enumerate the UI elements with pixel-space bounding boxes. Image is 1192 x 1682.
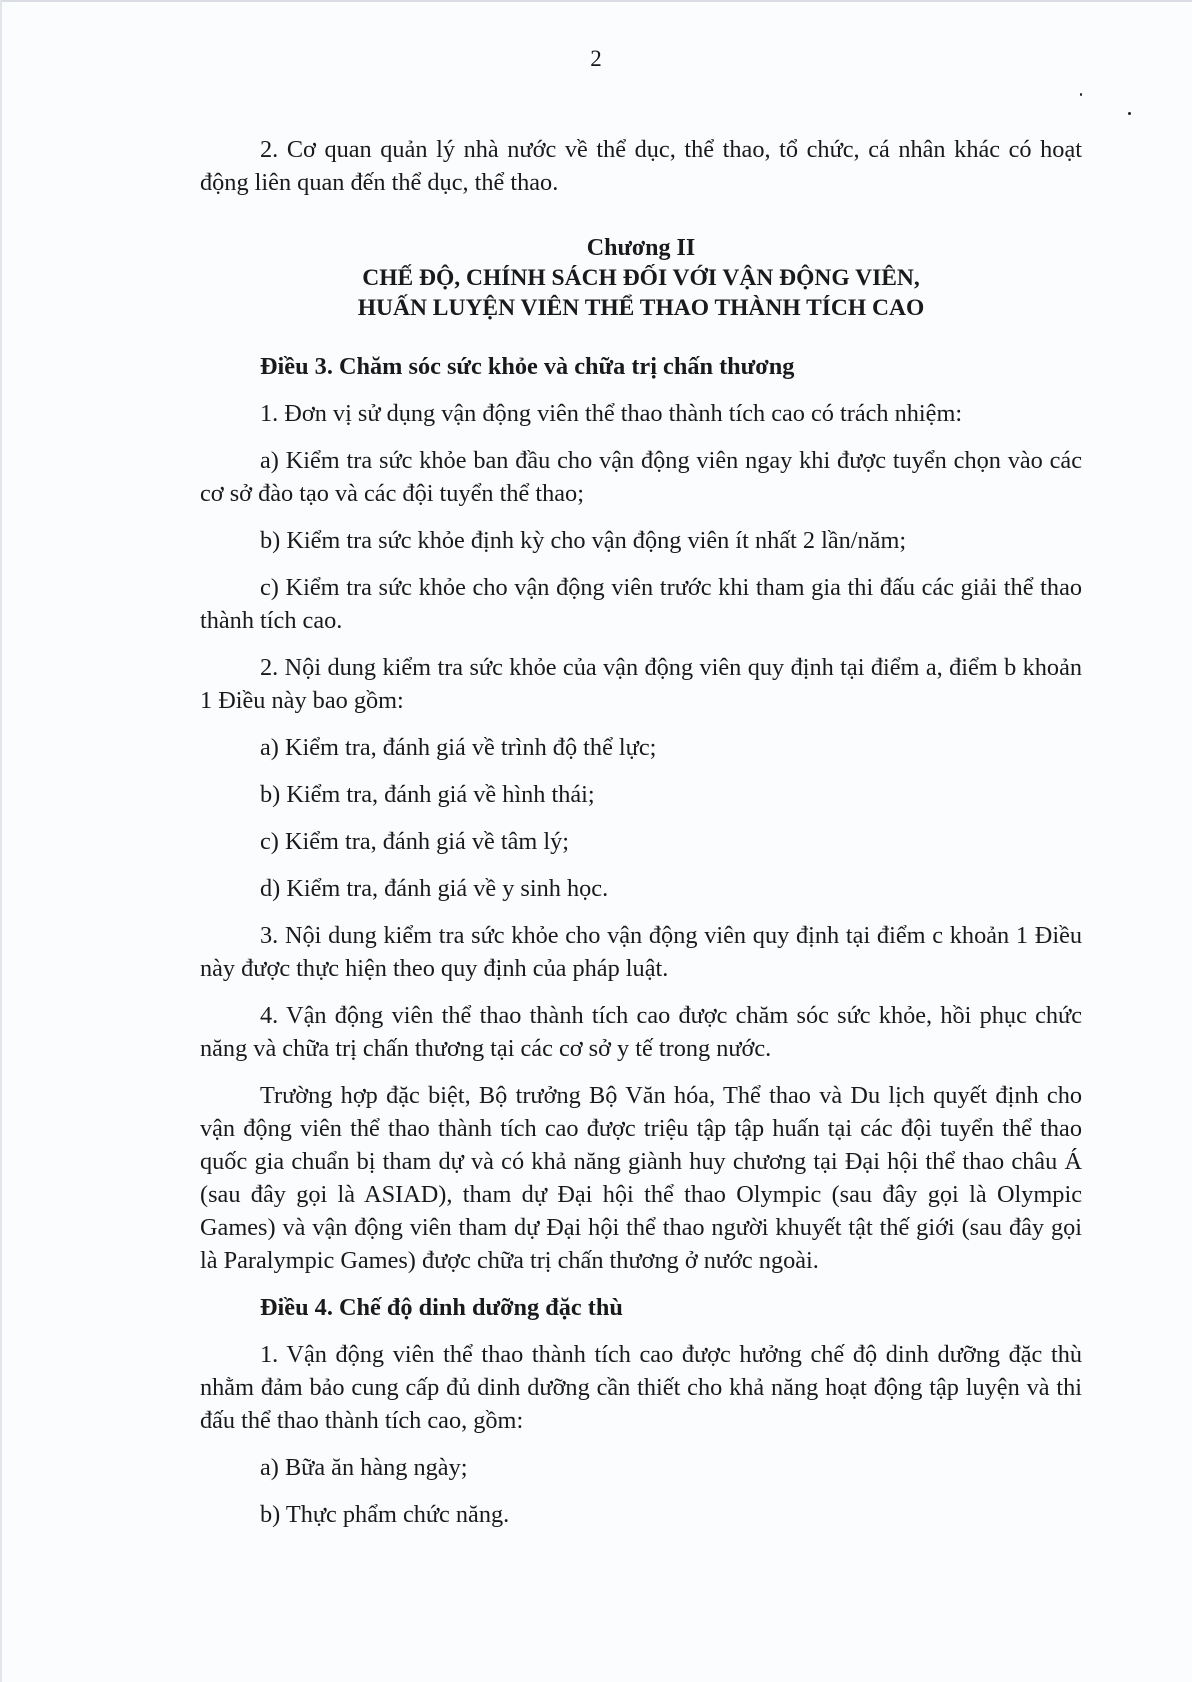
article-4-clause-1b: b) Thực phẩm chức năng. [260, 1501, 510, 1528]
article-3-heading: Điều 3. Chăm sóc sức khỏe và chữa trị chấn thương [260, 353, 795, 380]
scan-edge-left [0, 0, 2, 1682]
section-top [200, 133, 1082, 199]
scan-speck [1128, 112, 1131, 115]
article-4-clause-1: 1. Vận động viên thể thao thành tích cao được hưởng chế độ dinh dưỡng đặc thù nhằm đảm bảo cung cấp đủ dinh dưỡng cần thiết cho khả năng hoạt động tập luyện và thi đấu thể thao thành tích cao, gồm: [200, 1341, 1082, 1434]
chapter-heading [200, 233, 1082, 323]
chapter-title-line2: HUẤN LUYỆN VIÊN THỂ THAO THÀNH TÍCH CAO [357, 295, 925, 321]
article-3-clause-2d: d) Kiểm tra, đánh giá về y sinh học. [260, 875, 609, 902]
article-3-clause-1a: a) Kiểm tra sức khỏe ban đầu cho vận động viên ngay khi được tuyển chọn vào các cơ sở đào tạo và các đội tuyển thể thao; [200, 447, 1082, 507]
article-3-clause-3: 3. Nội dung kiểm tra sức khỏe cho vận động viên quy định tại điểm c khoản 1 Điều này được thực hiện theo quy định của pháp luật. [200, 922, 1082, 982]
article-3-clause-1c: c) Kiểm tra sức khỏe cho vận động viên trước khi tham gia thi đấu các giải thể thao thành tích cao. [200, 574, 1082, 634]
article-3-clause-1b: b) Kiểm tra sức khỏe định kỳ cho vận động viên ít nhất 2 lần/năm; [260, 527, 907, 554]
chapter-label: Chương II [586, 235, 696, 261]
page-number: 2 [590, 46, 602, 71]
paragraph-scope-2: 2. Cơ quan quản lý nhà nước về thể dục, thể thao, tổ chức, cá nhân khác có hoạt động liên quan đến thể dục, thể thao. [200, 136, 1082, 196]
article-3-clause-4-special-case: Trường hợp đặc biệt, Bộ trưởng Bộ Văn hóa, Thể thao và Du lịch quyết định cho vận động viên thể thao thành tích cao được triệu tập tập huấn tại các đội tuyển thể thao quốc gia chuẩn bị tham dự và có khả năng giành huy chương tại Đại hội thể thao châu Á (sau đây gọi là ASIAD), tham dự Đại hội thể thao Olympic (sau đây gọi là Olympic Games) và vận động viên tham dự Đại hội thể thao người khuyết tật thế giới (sau đây gọi là Paralympic Games) được chữa trị chấn thương ở nước ngoài. [200, 1082, 1082, 1274]
chapter-title-line1: CHẾ ĐỘ, CHÍNH SÁCH ĐỐI VỚI VẬN ĐỘNG VIÊN, [362, 265, 920, 291]
scan-edge-top [0, 0, 1192, 2]
article-3-clause-2: 2. Nội dung kiểm tra sức khỏe của vận động viên quy định tại điểm a, điểm b khoản 1 Điều này bao gồm: [200, 654, 1082, 714]
article-3-clause-2c: c) Kiểm tra, đánh giá về tâm lý; [260, 828, 570, 855]
article-3-clause-1: 1. Đơn vị sử dụng vận động viên thể thao thành tích cao có trách nhiệm: [260, 400, 963, 427]
article-4-heading: Điều 4. Chế độ dinh dưỡng đặc thù [260, 1294, 623, 1321]
article-4-clause-1a: a) Bữa ăn hàng ngày; [260, 1454, 468, 1481]
article-3-clause-4: 4. Vận động viên thể thao thành tích cao được chăm sóc sức khỏe, hồi phục chức năng và chữa trị chấn thương tại các cơ sở y tế trong nước. [200, 1002, 1082, 1062]
article-3-clause-2b: b) Kiểm tra, đánh giá về hình thái; [260, 781, 595, 808]
scan-speck [1080, 93, 1082, 96]
article-3-clause-2a: a) Kiểm tra, đánh giá về trình độ thể lực; [260, 734, 657, 761]
article-3 [200, 350, 1082, 1545]
